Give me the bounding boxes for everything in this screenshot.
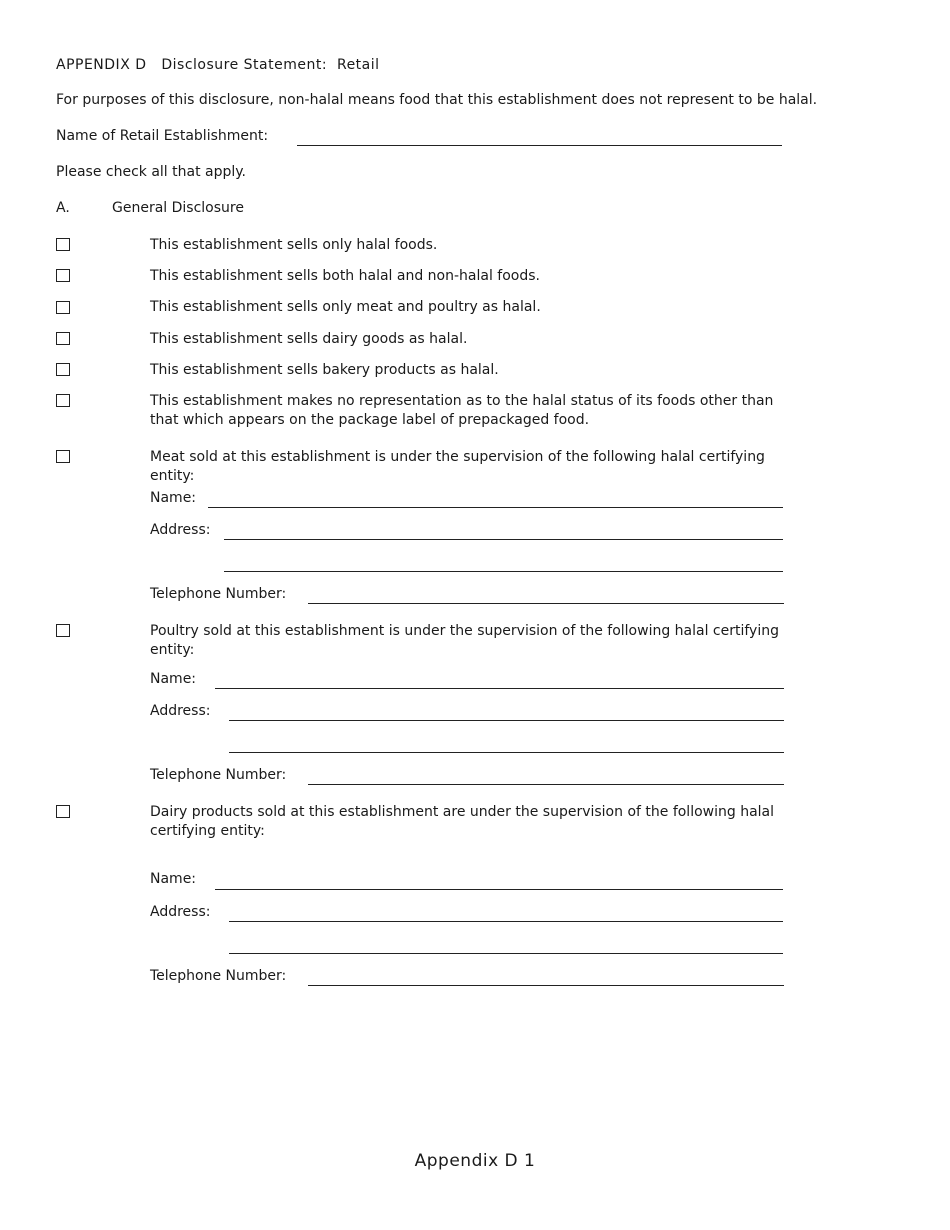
dairy-telephone-field[interactable] [308, 985, 784, 986]
item-only-halal: This establishment sells only halal foods. [150, 237, 438, 253]
poultry-address-field-1[interactable] [229, 720, 784, 721]
meat-address-label: Address: [150, 522, 211, 538]
appendix-label: APPENDIX D [56, 57, 147, 73]
poultry-telephone-field[interactable] [308, 784, 784, 785]
dairy-name-label: Name: [150, 871, 197, 887]
header-title: Disclosure Statement: [161, 57, 328, 73]
poultry-name-label: Name: [150, 671, 197, 687]
poultry-address-label: Address: [150, 703, 211, 719]
establishment-name-field[interactable] [297, 145, 782, 146]
meat-address-field-2[interactable] [224, 571, 783, 572]
item-meat-poultry: This establishment sells only meat and poultry as halal. [150, 299, 541, 315]
poultry-address-field-2[interactable] [229, 752, 784, 753]
section-title: General Disclosure [112, 200, 244, 216]
checkbox-halal-and-non-halal[interactable] [56, 269, 70, 282]
intro-text: For purposes of this disclosure, non-halal means food that this establishment does not represent to be halal. [56, 92, 818, 108]
checkbox-dairy-supervision[interactable] [56, 805, 70, 818]
item-poultry-supervision: Poultry sold at this establishment is under the supervision of the following halal certifying entity: [150, 623, 779, 658]
item-dairy-goods: This establishment sells dairy goods as halal. [150, 331, 468, 347]
poultry-name-field[interactable] [215, 688, 784, 689]
page-footer: Appendix D 1 [414, 1151, 536, 1171]
checkbox-only-halal[interactable] [56, 238, 70, 251]
item-dairy-supervision: Dairy products sold at this establishment are under the supervision of the following halal certifying entity: [150, 804, 775, 839]
header-subtitle: Retail [336, 57, 380, 73]
meat-telephone-field[interactable] [308, 603, 784, 604]
page-header [56, 56, 380, 75]
meat-name-field[interactable] [208, 507, 783, 508]
item-halal-and-non-halal: This establishment sells both halal and non-halal foods. [150, 268, 540, 284]
instruction-text: Please check all that apply. [56, 164, 246, 180]
checkbox-dairy-goods[interactable] [56, 332, 70, 345]
dairy-address-field-1[interactable] [229, 921, 783, 922]
dairy-address-field-2[interactable] [229, 953, 783, 954]
checkbox-meat-supervision[interactable] [56, 450, 70, 463]
item-no-representation: This establishment makes no representation as to the halal status of its foods other than that which appears on the package label of prepackaged food. [150, 393, 774, 428]
checkbox-poultry-supervision[interactable] [56, 624, 70, 637]
establishment-label: Name of Retail Establishment: [56, 128, 269, 144]
meat-telephone-label: Telephone Number: [150, 586, 287, 602]
dairy-name-field[interactable] [215, 889, 783, 890]
section-letter: A. [56, 200, 70, 216]
checkbox-no-representation[interactable] [56, 394, 70, 407]
checkbox-meat-poultry[interactable] [56, 301, 70, 314]
meat-name-label: Name: [150, 490, 197, 506]
item-bakery-products: This establishment sells bakery products as halal. [150, 362, 499, 378]
dairy-address-label: Address: [150, 904, 211, 920]
checkbox-bakery-products[interactable] [56, 363, 70, 376]
poultry-telephone-label: Telephone Number: [150, 767, 287, 783]
meat-address-field-1[interactable] [224, 539, 783, 540]
item-meat-supervision: Meat sold at this establishment is under the supervision of the following halal certifying entity: [150, 449, 765, 484]
dairy-telephone-label: Telephone Number: [150, 968, 287, 984]
